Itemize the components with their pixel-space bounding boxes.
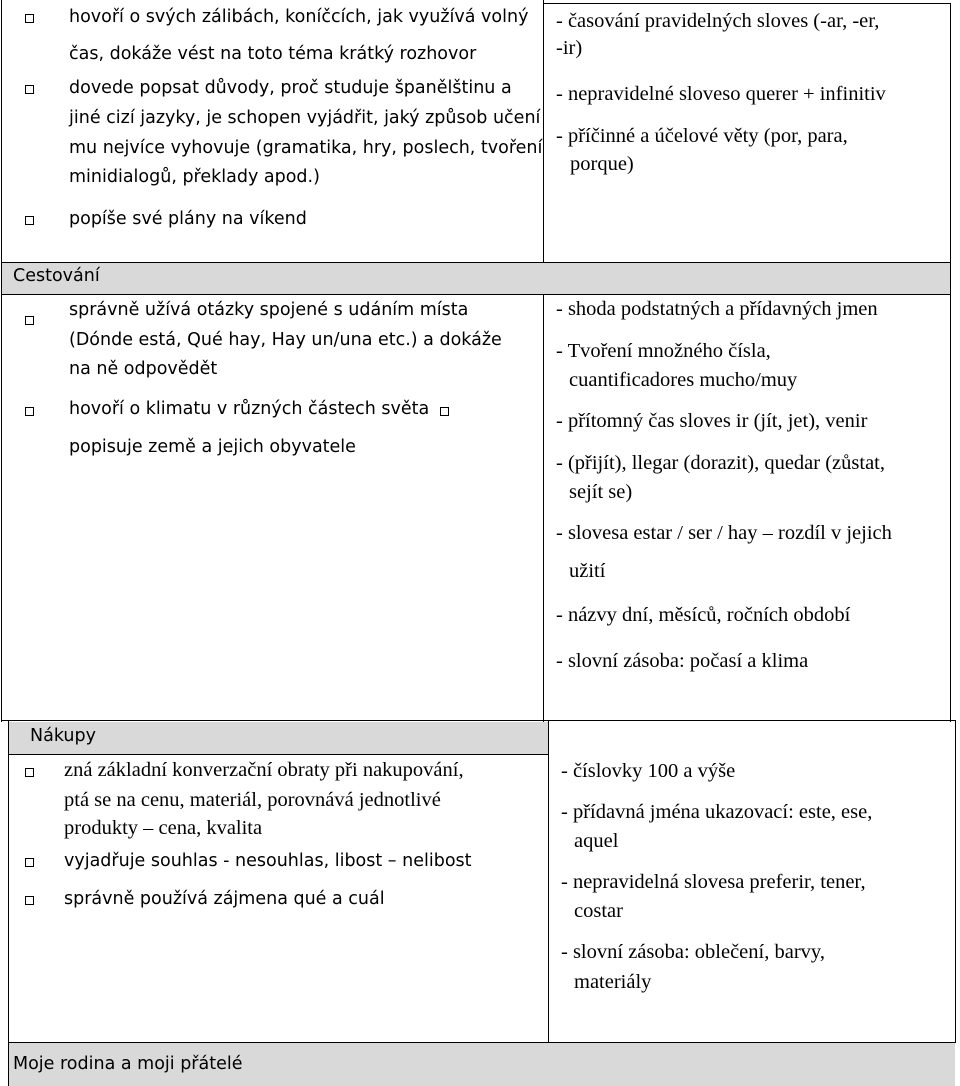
checkbox-icon — [25, 14, 34, 23]
grammar-text-line: - přídavná jména ukazovací: este, ese, — [561, 801, 873, 823]
competence-text-line: minidialogů, překlady apod.) — [69, 167, 320, 187]
table-border-left-bottom — [8, 721, 9, 1086]
grammar-text-line: porque) — [570, 153, 634, 175]
grammar-text-line: costar — [574, 900, 623, 922]
competence-text-line: zná základní konverzační obraty při nakupování, — [64, 759, 464, 781]
grammar-text-line: - Tvoření množného čísla, — [556, 340, 771, 362]
grammar-text-line: užití — [569, 560, 606, 582]
table-hline — [1, 294, 951, 295]
grammar-text-line: sejít se) — [569, 481, 633, 503]
table-border-right-top — [950, 3, 951, 263]
grammar-text-line: - shoda podstatných a přídavných jmen — [556, 298, 878, 320]
competence-text-line: mu nejvíce vyhovuje (gramatika, hry, poslech, tvoření — [69, 138, 543, 158]
checkbox-icon — [25, 896, 34, 905]
table-border-right-bottom — [955, 721, 956, 1043]
competence-text-line: jiné cizí jazyky, je schopen vyjádřit, jaký způsob učení — [69, 108, 541, 128]
grammar-text-line: - (přijít), llegar (dorazit), quedar (zůstat, — [556, 452, 885, 474]
table-divider-top — [543, 0, 544, 263]
grammar-text-line: - přítomný čas sloves ir (jít, jet), venir — [556, 410, 868, 432]
competence-text-line: popisuje země a jejich obyvatele — [69, 437, 356, 457]
competence-text-line: ptá se na cenu, materiál, porovnává jednotlivé — [64, 789, 441, 811]
table-divider-mid — [543, 294, 544, 722]
competence-text-line: správně používá zájmena qué a cuál — [64, 889, 385, 909]
section-heading-cestovani: Cestování — [13, 266, 100, 286]
section-header-band — [2, 263, 950, 294]
grammar-text-line: - slovní zásoba: oblečení, barvy, — [561, 941, 825, 963]
table-border-right-mid — [950, 263, 951, 722]
grammar-text-line: -ir) — [556, 37, 583, 59]
grammar-text-line: - slovní zásoba: počasí a klima — [556, 650, 809, 672]
checkbox-icon — [25, 407, 34, 416]
checkbox-icon — [25, 216, 34, 225]
competence-text-line: popíše své plány na víkend — [69, 209, 307, 229]
grammar-text-line: cuantificadores mucho/muy — [569, 369, 798, 391]
grammar-text-line: - časování pravidelných sloves (-ar, -er, — [556, 10, 880, 32]
grammar-text-line: materiály — [574, 971, 652, 993]
competence-text-line: hovoří o klimatu v různých částech světa — [69, 399, 430, 419]
table-hline — [1, 720, 956, 721]
grammar-text-line: - příčinné a účelové věty (por, para, — [556, 125, 848, 147]
competence-text-line: dovede popsat důvody, proč studuje španělštinu a — [69, 78, 512, 98]
grammar-text-line: - slovesa estar / ser / hay – rozdíl v jejich — [556, 522, 892, 544]
competence-text-line: čas, dokáže vést na toto téma krátký rozhovor — [69, 44, 477, 64]
table-hline — [8, 754, 549, 755]
checkbox-icon — [440, 407, 449, 416]
competence-text-line: hovoří o svých zálibách, koníčcích, jak využívá volný — [69, 7, 529, 27]
competence-text-line: vyjadřuje souhlas - nesouhlas, libost – nelibost — [64, 851, 472, 871]
checkbox-icon — [25, 316, 34, 325]
competence-text-line: produkty – cena, kvalita — [64, 817, 263, 839]
grammar-text-line: aquel — [574, 830, 619, 852]
grammar-text-line: - nepravidelná slovesa preferir, tener, — [561, 871, 866, 893]
grammar-text-line: - číslovky 100 a výše — [561, 760, 736, 782]
table-divider-bottom — [548, 721, 549, 1043]
competence-text-line: správně užívá otázky spojené s udáním místa — [69, 300, 469, 320]
checkbox-icon — [25, 768, 34, 777]
table-hline — [543, 3, 951, 4]
section-heading-rodina: Moje rodina a moji přátelé — [13, 1054, 243, 1074]
checkbox-icon — [25, 858, 34, 867]
competence-text-line: na ně odpovědět — [69, 359, 218, 379]
table-border-left-top — [1, 0, 2, 722]
competence-text-line: (Dónde está, Qué hay, Hay un/una etc.) a dokáže — [69, 330, 502, 350]
grammar-text-line: - názvy dní, měsíců, ročních období — [556, 604, 851, 626]
section-heading-nakupy: Nákupy — [30, 726, 96, 746]
checkbox-icon — [25, 85, 34, 94]
grammar-text-line: - nepravidelné sloveso querer + infinitiv — [556, 83, 886, 105]
